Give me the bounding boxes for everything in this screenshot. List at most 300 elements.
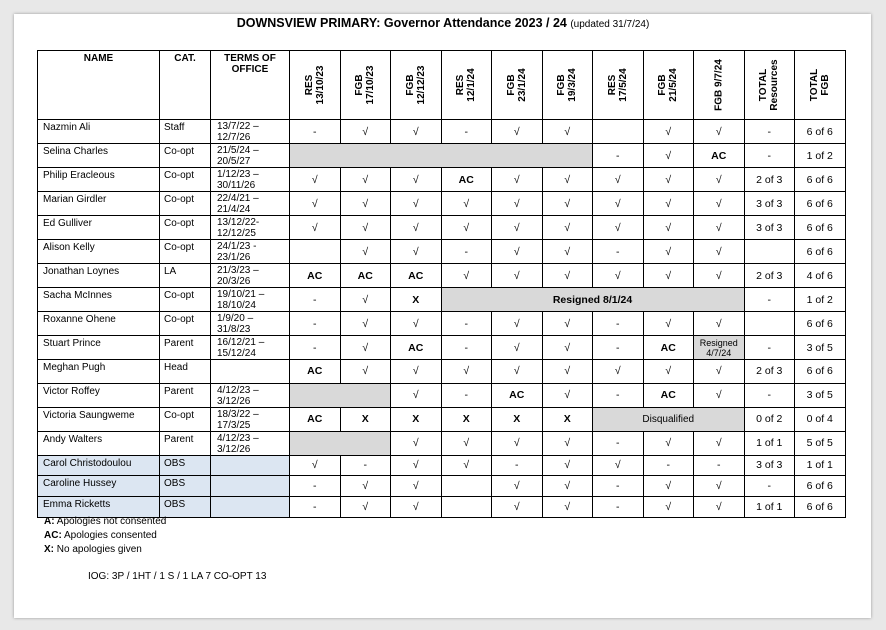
total-cell: 3 of 3 [744,216,795,240]
attendance-cell: √ [593,216,644,240]
legend-x [44,543,166,557]
meeting-header-text [455,68,477,101]
term-end: 12/7/26 [217,132,251,143]
legend-ac-key: AC: [44,530,62,541]
category-cell: Co-opt [160,312,211,336]
attendance-cell: √ [340,216,391,240]
category-cell: Parent [160,431,211,455]
term-start: 1/9/20 – [217,313,254,324]
meeting-date: 12/1/24 [466,68,478,102]
total-cell: 1 of 1 [744,496,795,517]
attendance-cell: AC [391,264,442,288]
term-start: 24/1/23 - [217,241,257,252]
meeting-header-text [809,69,831,101]
attendance-cell: √ [492,431,543,455]
attendance-cell: √ [492,476,543,497]
attendance-cell: - [593,144,644,168]
attendance-cell: √ [694,240,745,264]
term-start: 18/3/22 – [217,408,259,420]
attendance-cell: - [593,383,644,407]
terms-cell [211,383,290,407]
terms-cell [211,455,290,476]
total-cell [744,240,795,264]
category-cell: OBS [160,455,211,476]
name-cell: Ed Gulliver [38,216,160,240]
attendance-cell: √ [643,360,694,384]
meeting-date: 23/1/24 [516,68,528,102]
attendance-cell: √ [542,120,593,144]
attendance-cell: AC [441,168,492,192]
term-end: 30/11/26 [217,180,256,191]
table-body [38,120,846,518]
meeting-date: FGB [819,74,831,96]
attendance-cell: √ [340,360,391,384]
attendance-cell: √ [643,144,694,168]
category-cell: Parent [160,383,211,407]
col-header-meeting [744,51,795,120]
attendance-cell: X [391,288,442,312]
attendance-cell: √ [542,476,593,497]
meeting-header-text [405,66,427,105]
terms-line1: TERMS OF [224,53,276,64]
total-cell: - [744,476,795,497]
attendance-cell: √ [694,120,745,144]
attendance-cell: - [492,455,543,476]
attendance-cell: √ [340,120,391,144]
meeting-type: RES [606,74,618,96]
table-row [38,240,846,264]
total-cell: 6 of 6 [795,476,846,497]
terms-cell [211,288,290,312]
name-cell: Marian Girdler [38,192,160,216]
name-cell: Stuart Prince [38,336,160,360]
attendance-cell: √ [492,192,543,216]
terms-cell [211,431,290,455]
term-start: 22/4/21 – [217,193,259,204]
terms-line2: OFFICE [231,64,269,75]
legend-ac [44,529,166,543]
attendance-cell: √ [441,455,492,476]
col-header-meeting [643,51,694,120]
attendance-cell: AC [290,407,341,431]
attendance-cell: √ [340,496,391,517]
term-end: 12/12/25 [217,228,256,239]
name-cell: Jonathan Loynes [38,264,160,288]
legend-ac-text: Apologies consented [61,530,157,541]
meeting-date: 19/3/24 [567,68,579,102]
resigned-label: Resigned [699,337,738,348]
attendance-cell: AC [492,383,543,407]
meeting-date: 17/5/24 [617,68,629,102]
name-cell: Alison Kelly [38,240,160,264]
category-cell: OBS [160,496,211,517]
legend-a [44,515,166,529]
term-start: 19/10/21 – [217,289,265,300]
total-cell: 4 of 6 [795,264,846,288]
term-start: 4/12/23 – [217,432,259,444]
total-cell: 1 of 2 [795,288,846,312]
total-cell: 6 of 6 [795,240,846,264]
resigned-cell [694,336,745,360]
attendance-cell: √ [643,431,694,455]
total-cell: 3 of 5 [795,336,846,360]
term-start: 16/12/21 – [217,337,265,348]
attendance-cell: √ [694,216,745,240]
table-row [38,431,846,455]
attendance-cell: √ [391,496,442,517]
attendance-cell: AC [694,144,745,168]
meeting-date: 17/10/23 [365,65,377,105]
term-end: 21/4/24 [217,204,251,215]
attendance-cell: - [593,431,644,455]
iog-summary: IOG: 3P / 1HT / 1 S / 1 LA 7 CO-OPT 13 [88,571,267,582]
attendance-cell: √ [542,336,593,360]
table-row [38,216,846,240]
attendance-cell: √ [643,264,694,288]
term-end: 31/8/23 [217,324,251,335]
attendance-cell: √ [643,312,694,336]
attendance-cell: √ [492,168,543,192]
table-row [38,120,846,144]
total-cell: 0 of 4 [795,407,846,431]
col-header-meeting [340,51,391,120]
terms-cell [211,360,290,384]
table-row [38,496,846,517]
attendance-cell: √ [391,360,442,384]
meeting-header-text [354,66,376,105]
attendance-cell: AC [290,360,341,384]
terms-cell [211,168,290,192]
attendance-cell: √ [593,360,644,384]
attendance-cell: √ [492,360,543,384]
disqualified-merged-cell: Disqualified [593,407,745,431]
attendance-cell: - [441,383,492,407]
attendance-cell: √ [694,431,745,455]
attendance-cell: √ [593,455,644,476]
attendance-cell: √ [643,240,694,264]
meeting-header-text [607,68,629,101]
attendance-cell: AC [290,264,341,288]
terms-cell [211,476,290,497]
attendance-cell: √ [542,455,593,476]
attendance-cell: √ [340,288,391,312]
attendance-cell: √ [694,192,745,216]
attendance-cell: AC [340,264,391,288]
total-cell: - [744,144,795,168]
terms-cell [211,216,290,240]
terms-cell [211,312,290,336]
attendance-cell: - [593,336,644,360]
attendance-cell: √ [542,431,593,455]
attendance-cell: √ [391,192,442,216]
term-start: 21/3/23 – [217,265,259,276]
table-row [38,168,846,192]
attendance-cell: - [290,120,341,144]
name-cell: Victoria Saungweme [38,407,160,431]
document-title [0,16,886,30]
attendance-cell: √ [441,216,492,240]
table-row [38,144,846,168]
term-end: 23/1/26 [217,252,251,263]
term-start: 13/7/22 – [217,121,259,132]
term-end: 3/12/26 [217,443,251,455]
term-end: 15/12/24 [217,348,256,359]
attendance-cell: - [290,312,341,336]
attendance-cell: √ [492,216,543,240]
table-row [38,455,846,476]
name-cell: Meghan Pugh [38,360,160,384]
attendance-cell: AC [643,383,694,407]
total-cell: - [744,120,795,144]
attendance-cell: √ [340,476,391,497]
table-row [38,312,846,336]
term-end: 20/3/26 [217,276,251,287]
meeting-type: FGB [657,74,669,96]
col-header-meeting [391,51,442,120]
attendance-cell: √ [694,476,745,497]
attendance-cell: √ [290,168,341,192]
term-start: 21/5/24 – [217,145,259,156]
not-applicable-cell [290,383,391,407]
attendance-cell: √ [542,496,593,517]
category-cell: Co-opt [160,144,211,168]
attendance-cell: √ [542,240,593,264]
col-header-meeting [694,51,745,120]
attendance-cell: √ [593,264,644,288]
attendance-cell: √ [441,360,492,384]
attendance-cell: √ [391,168,442,192]
legend-x-text: No apologies given [54,544,142,555]
total-cell: 3 of 5 [795,383,846,407]
attendance-cell: √ [694,496,745,517]
attendance-cell: √ [593,192,644,216]
term-end: 18/10/24 [217,300,256,311]
attendance-cell: X [492,407,543,431]
total-cell: 3 of 3 [744,455,795,476]
resigned-merged-cell: Resigned 8/1/24 [441,288,744,312]
attendance-cell: √ [492,120,543,144]
total-cell: 6 of 6 [795,360,846,384]
total-cell: - [744,288,795,312]
total-cell: - [744,336,795,360]
attendance-cell: √ [391,312,442,336]
attendance-cell: X [391,407,442,431]
legend-a-key: A: [44,516,55,527]
meeting-type: FGB [556,74,568,96]
table-row [38,288,846,312]
attendance-cell: √ [290,216,341,240]
attendance-cell: √ [492,336,543,360]
col-header-cat: CAT. [160,51,211,120]
attendance-cell [441,476,492,497]
attendance-cell [441,496,492,517]
terms-cell [211,336,290,360]
attendance-cell: √ [492,264,543,288]
attendance-cell: √ [542,216,593,240]
total-cell: 1 of 2 [795,144,846,168]
legend-a-text: Apologies not consented [54,516,167,527]
attendance-cell: - [290,476,341,497]
header-row [38,51,846,120]
meeting-header-text [304,66,326,105]
attendance-cell: √ [694,168,745,192]
attendance-cell: √ [643,192,694,216]
meeting-type: TOTAL [808,68,820,102]
attendance-cell: AC [391,336,442,360]
category-cell: LA [160,264,211,288]
table-row [38,407,846,431]
not-applicable-cell [290,431,391,455]
category-cell: Parent [160,336,211,360]
resigned-date: 4/7/24 [706,347,732,358]
name-cell: Andy Walters [38,431,160,455]
name-cell: Philip Eracleous [38,168,160,192]
terms-cell [211,144,290,168]
attendance-cell: √ [643,476,694,497]
total-cell: 6 of 6 [795,216,846,240]
total-cell: 2 of 3 [744,360,795,384]
total-cell: 2 of 3 [744,264,795,288]
term-start: 4/12/23 – [217,384,259,396]
category-cell: Co-opt [160,192,211,216]
category-cell: Co-opt [160,216,211,240]
term-end: 20/5/27 [217,156,251,167]
category-cell: Co-opt [160,288,211,312]
attendance-cell: √ [340,240,391,264]
attendance-cell: √ [694,383,745,407]
name-cell: Emma Ricketts [38,496,160,517]
attendance-cell: X [340,407,391,431]
attendance-cell: √ [391,240,442,264]
attendance-cell: √ [643,496,694,517]
title-updated: (updated 31/7/24) [570,19,650,30]
attendance-cell: - [441,240,492,264]
terms-cell [211,407,290,431]
attendance-cell: - [593,312,644,336]
meeting-header-text [657,68,679,101]
table-row [38,383,846,407]
terms-cell [211,120,290,144]
total-cell: 2 of 3 [744,168,795,192]
meeting-type: RES [303,74,315,96]
attendance-cell: √ [694,312,745,336]
meeting-header-text [506,68,528,101]
total-cell: 6 of 6 [795,168,846,192]
total-cell: - [744,383,795,407]
attendance-cell: √ [492,496,543,517]
name-cell: Victor Roffey [38,383,160,407]
terms-cell [211,264,290,288]
attendance-cell: AC [643,336,694,360]
attendance-cell: √ [643,216,694,240]
total-cell: 1 of 1 [795,455,846,476]
attendance-cell: √ [391,476,442,497]
table-row [38,192,846,216]
attendance-cell: √ [391,455,442,476]
term-start: 13/12/22- [217,217,260,228]
attendance-cell: √ [694,264,745,288]
attendance-cell: √ [542,192,593,216]
attendance-cell: √ [542,264,593,288]
term-end: 3/12/26 [217,395,251,407]
terms-cell [211,192,290,216]
name-cell: Roxanne Ohene [38,312,160,336]
col-header-name: NAME [38,51,160,120]
attendance-cell: - [694,455,745,476]
category-cell: Staff [160,120,211,144]
meeting-header-text [758,59,780,110]
attendance-cell: √ [441,192,492,216]
meeting-date: 12/12/23 [415,65,427,105]
category-cell: Co-opt [160,240,211,264]
table-row [38,264,846,288]
attendance-cell: √ [340,312,391,336]
meeting-type: FGB [404,74,416,96]
attendance-cell: X [441,407,492,431]
attendance-cell: - [593,496,644,517]
terms-cell [211,496,290,517]
col-header-meeting [441,51,492,120]
attendance-cell: √ [441,431,492,455]
name-cell: Sacha McInnes [38,288,160,312]
attendance-cell: - [593,476,644,497]
attendance-cell: √ [643,168,694,192]
meeting-date: 21/5/24 [668,68,680,102]
total-cell: 6 of 6 [795,312,846,336]
attendance-cell: - [593,240,644,264]
meeting-type: RES [455,74,467,96]
col-header-terms [211,51,290,120]
legend [44,515,166,557]
meeting-type: FGB 9/7/24 [713,59,725,111]
attendance-cell: √ [542,168,593,192]
attendance-cell: - [290,288,341,312]
total-cell: 1 of 1 [744,431,795,455]
total-cell: 0 of 2 [744,407,795,431]
attendance-cell: √ [542,312,593,336]
table-row [38,476,846,497]
name-cell: Caroline Hussey [38,476,160,497]
attendance-cell: - [643,455,694,476]
attendance-cell: - [290,496,341,517]
col-header-meeting [593,51,644,120]
attendance-cell: √ [391,383,442,407]
title-main: DOWNSVIEW PRIMARY: Governor Attendance 2023 / 24 [236,16,567,30]
category-cell: OBS [160,476,211,497]
name-cell: Nazmin Ali [38,120,160,144]
attendance-cell: √ [391,431,442,455]
attendance-cell: - [441,336,492,360]
attendance-cell: √ [542,383,593,407]
term-start: 1/12/23 – [217,169,259,180]
terms-cell [211,240,290,264]
total-cell: 6 of 6 [795,192,846,216]
attendance-cell: √ [694,360,745,384]
attendance-cell: √ [340,168,391,192]
meeting-type: FGB [354,74,366,96]
total-cell: 5 of 5 [795,431,846,455]
attendance-cell: √ [391,216,442,240]
col-header-meeting [492,51,543,120]
name-cell: Carol Christodoulou [38,455,160,476]
attendance-cell: √ [391,120,442,144]
total-cell: 3 of 3 [744,192,795,216]
attendance-cell: √ [290,455,341,476]
attendance-cell: √ [340,192,391,216]
term-end: 17/3/25 [217,419,251,431]
total-cell: 6 of 6 [795,496,846,517]
meeting-header-text [713,59,724,111]
